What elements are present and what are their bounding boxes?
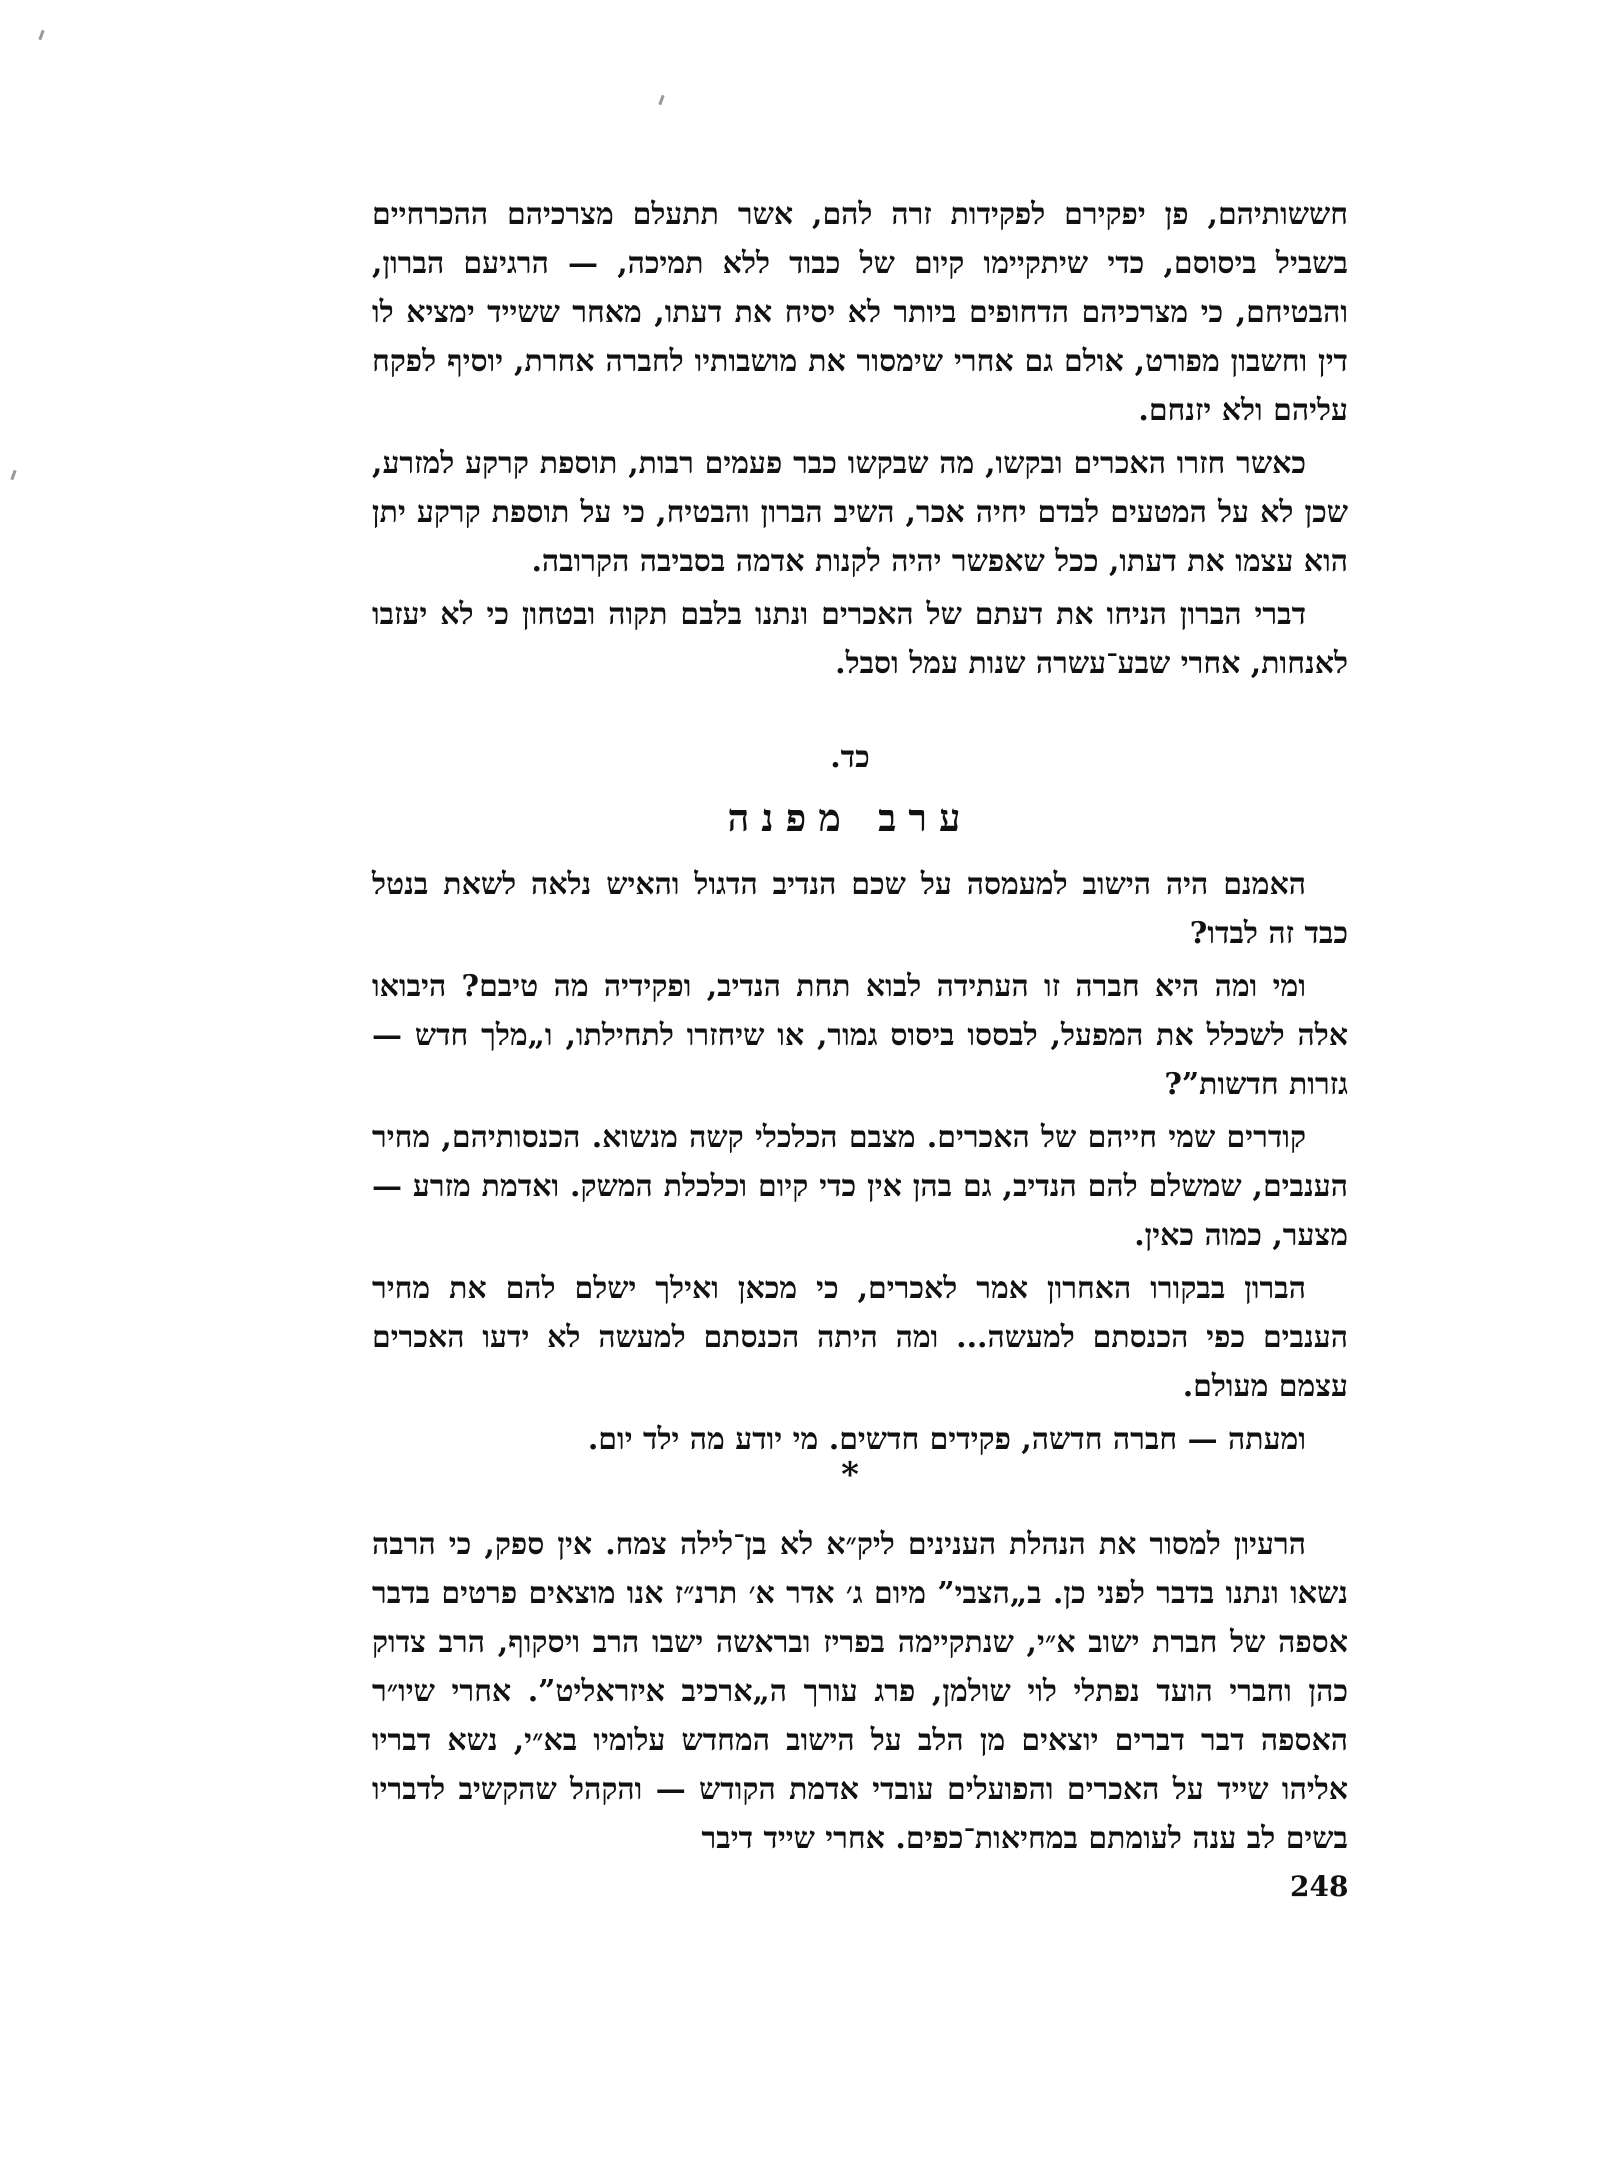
- chapter-number: כד.: [830, 740, 870, 775]
- paragraph: ומי ומה היא חברה זו העתידה לבוא תחת הנדיב, ופקידיה מה טיבם? היבואו אלה לשכלל את המפעל, לבססו ביסוס גמור, או שיחזרו לתחילתו, ו„מלך חדש — גזרות חדשות”?: [372, 969, 1348, 1102]
- section-separator: *: [841, 1455, 859, 1495]
- paragraph: הברון בבקורו האחרון אמר לאכרים, כי מכאן ואילך ישלם להם את מחיר הענבים כפי הכנסתם למעשה... ומה היתה הכנסתם למעשה לא ידעו האכרים עצמם מעולם.: [372, 1271, 1348, 1404]
- top-text-block: [372, 190, 1348, 692]
- bottom-text-block: [372, 1520, 1348, 1867]
- paragraph: האמנם היה הישוב למעמסה על שכם הנדיב הדגול והאיש נלאה לשאת בנטל כבד זה לבדו?: [372, 867, 1348, 951]
- paragraph: ומעתה — חברה חדשה, פקידים חדשים. מי יודע מה ילד יום.: [587, 1422, 1306, 1457]
- paragraph: חששותיהם, פן יפקירם לפקידות זרה להם, אשר תתעלם מצרכיהם ההכרחיים בשביל ביסוסם, כדי שיתקיימו קיום של כבוד ללא תמיכה, — הרגיעם הברון, והבטיחם, כי מצרכיהם הדחופים ביותר לא יסיח את דעתו, מאחר ששייד ימציא לו דין וחשבון מפורט, אולם גם אחרי שימסור את מושבותיו לחברה אחרת, יוסיף לפקח עליהם ולא יזנחם.: [372, 197, 1348, 428]
- scan-speck: [10, 470, 16, 480]
- paragraph: כאשר חזרו האכרים ובקשו, מה שבקשו כבר פעמים רבות, תוספת קרקע למזרע, שכן לא על המטעים לבדם יחיה אכר, השיב הברון והבטיח, כי על תוספת קרקע יתן הוא עצמו את דעתו, ככל שאפשר יהיה לקנות אדמה בסביבה הקרובה.: [372, 446, 1348, 579]
- paragraph: קודרים שמי חייהם של האכרים. מצבם הכלכלי קשה מנשוא. הכנסותיהם, מחיר הענבים, שמשלם להם הנדיב, גם בהן אין כדי קיום וכלכלת המשק. ואדמת מזרע — מצער, כמוה כאין.: [372, 1120, 1348, 1253]
- paragraph: דברי הברון הניחו את דעתם של האכרים ונתנו בלבם תקוה ובטחון כי לא יעזבו לאנחות, אחרי שבע־עשרה שנות עמל וסבל.: [372, 597, 1348, 681]
- scan-speck: [658, 95, 664, 105]
- middle-text-block: [372, 860, 1348, 1468]
- page-number: 248: [1290, 1870, 1349, 1903]
- paragraph: הרעיון למסור את הנהלת הענינים ליק״א לא בן־לילה צמח. אין ספק, כי הרבה נשאו ונתנו בדבר לפני כן. ב„הצבי” מיום ג׳ אדר א׳ תרנ״ז אנו מוצאים פרטים בדבר אספה של חברת ישוב א״י, שנתקיימה בפריז ובראשה ישבו הרב ויסקוף, הרב צדוק כהן וחברי הועד נפתלי לוי שולמן, פרג עורך ה„ארכיב איזראליט”. אחרי שיו״ר האספה דבר דברים יוצאים מן הלב על הישוב המחדש עלומיו בא״י, נשא דבריו אליהו שייד על האכרים והפועלים עובדי אדמת הקודש — והקהל שהקשיב לדבריו בשים לב ענה לעומתם במחיאות־כפים. אחרי שייד דיבר: [372, 1527, 1348, 1856]
- scan-speck: [38, 30, 44, 40]
- chapter-title: ערב מפנה: [727, 795, 973, 840]
